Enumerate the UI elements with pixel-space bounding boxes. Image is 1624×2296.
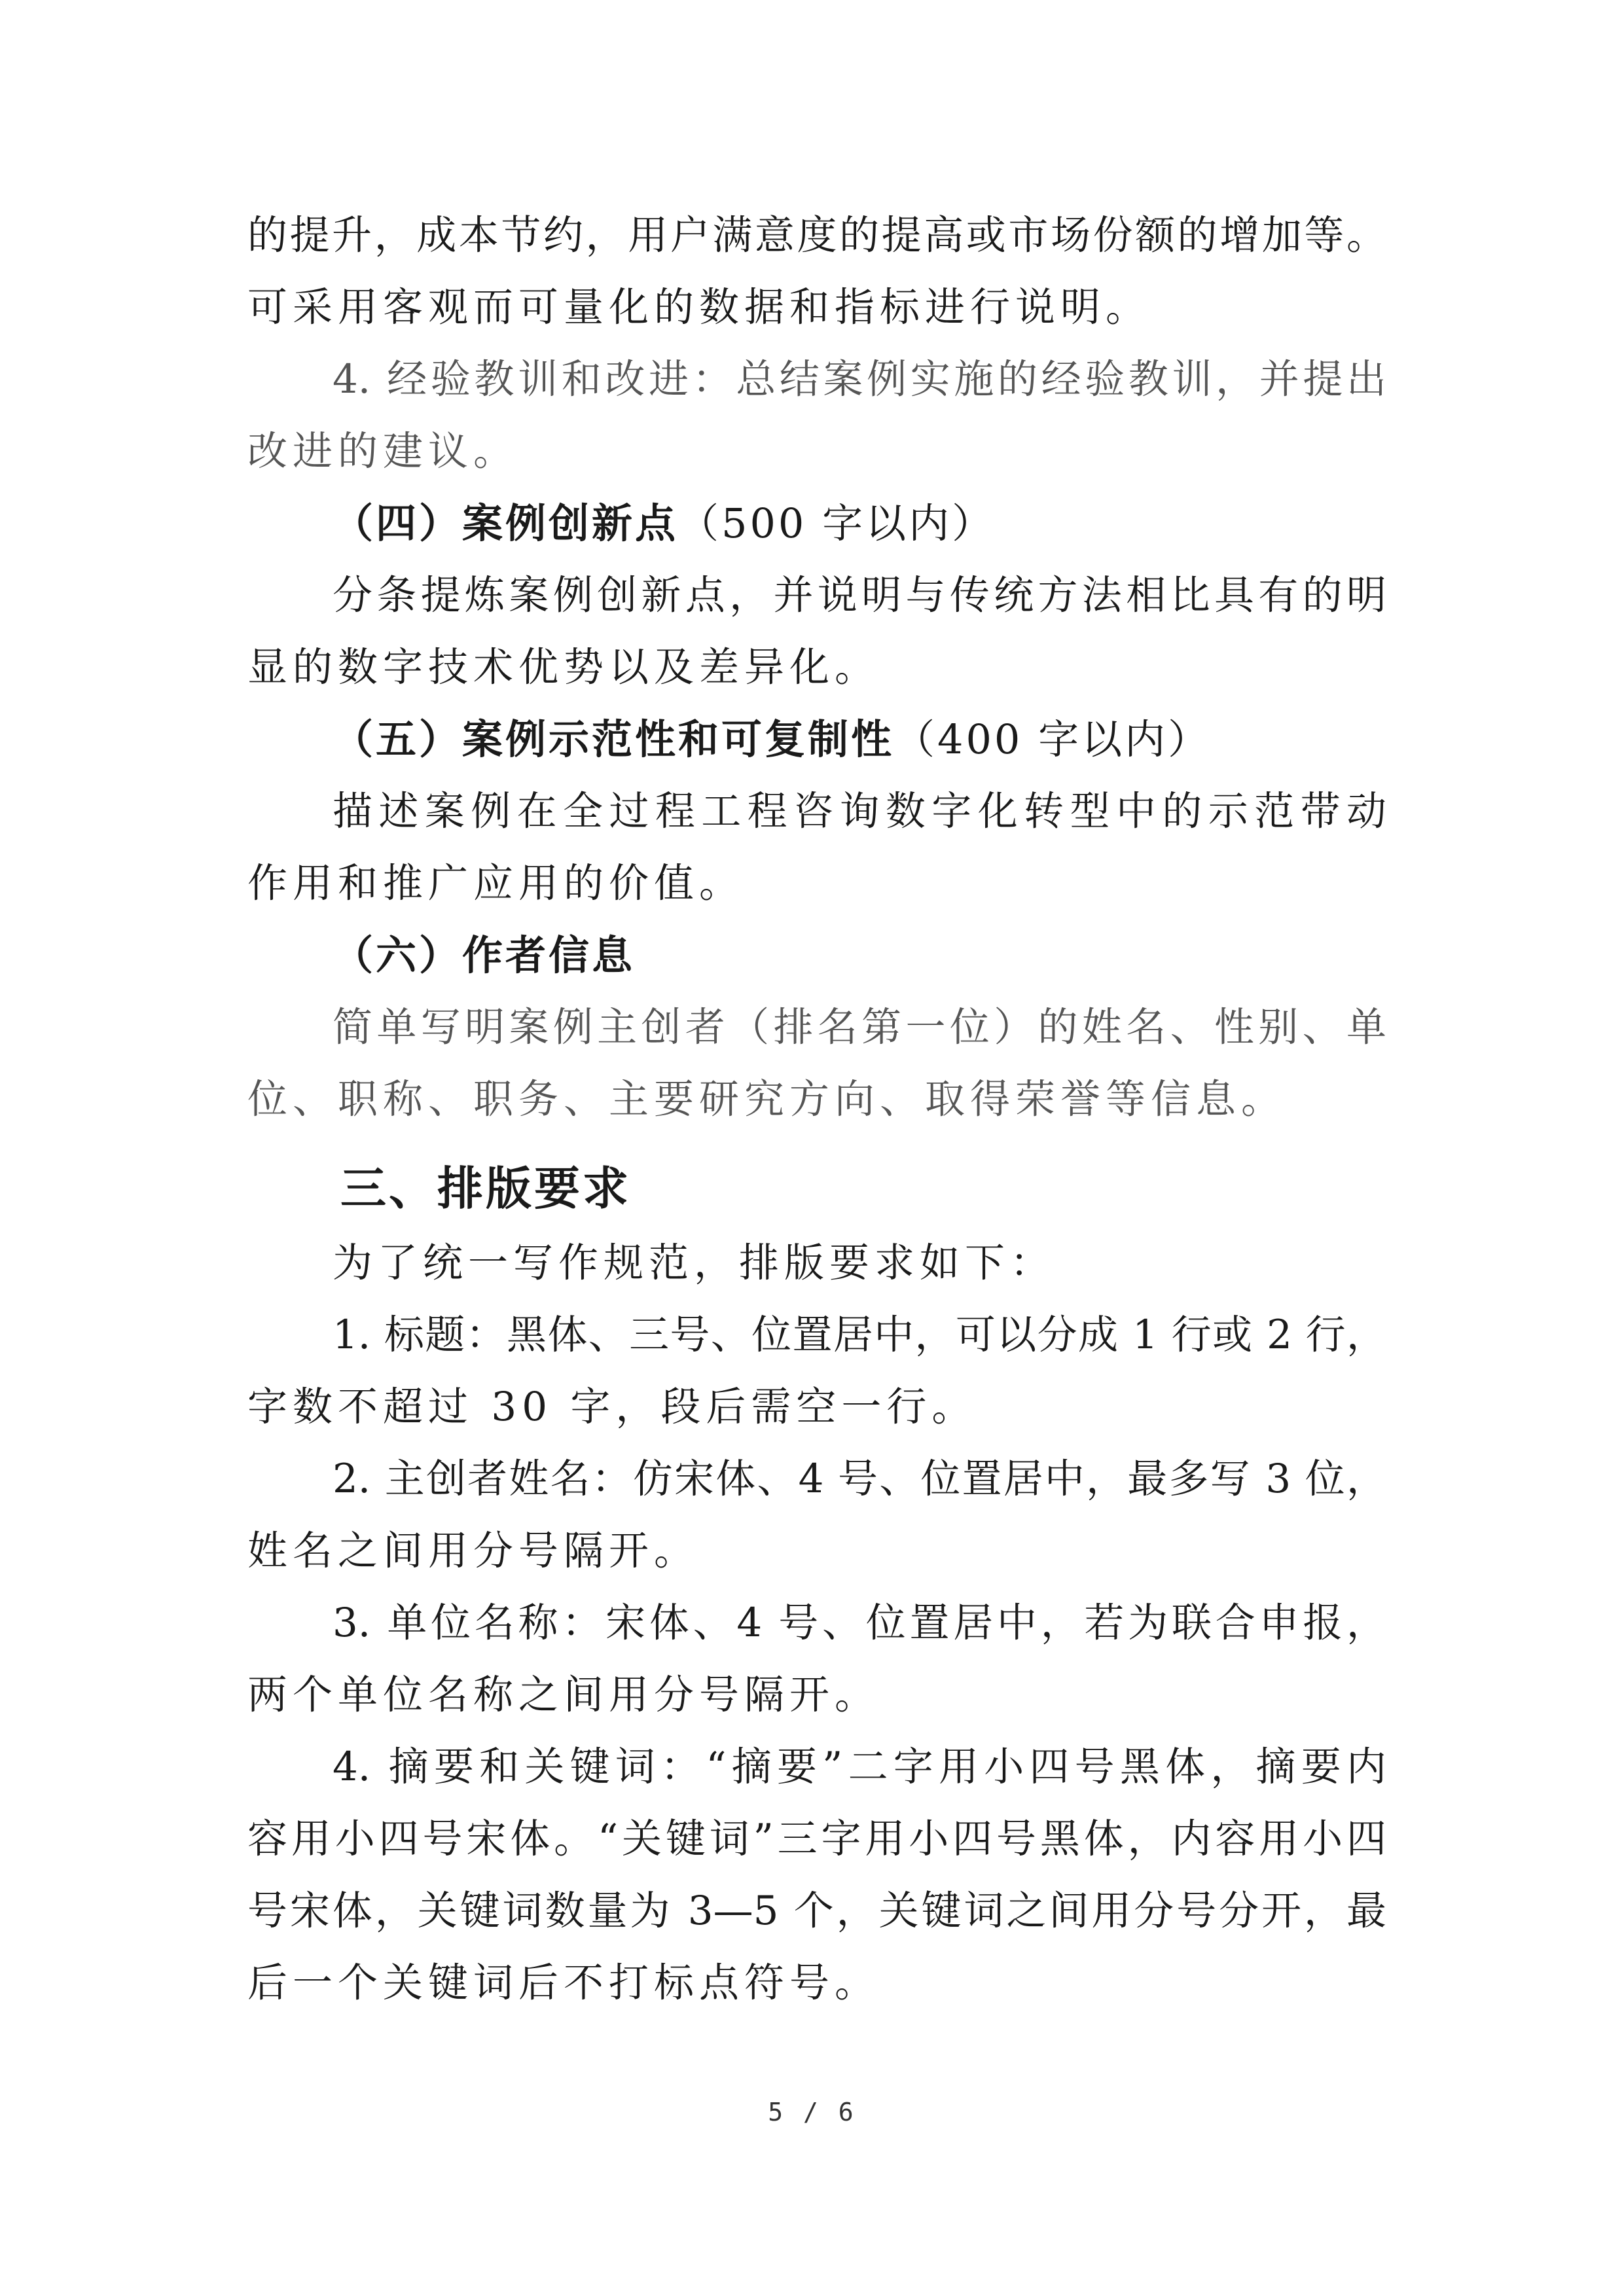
paragraph-line: 分条提炼案例创新点，并说明与传统方法相比具有的明 (333, 572, 1386, 619)
paragraph-line: 容用小四号宋体。“关键词”三字用小四号黑体，内容用小四 (247, 1816, 1386, 1862)
word-limit-note: （400 字以内） (894, 715, 1212, 763)
paragraph-line: 4. 摘要和关键词：“摘要”二字用小四号黑体，摘要内 (333, 1744, 1386, 1790)
paragraph-line: 作用和推广应用的价值。 (247, 860, 745, 906)
paragraph-line: 为了统一写作规范，排版要求如下： (333, 1240, 1056, 1286)
paragraph-line: 描述案例在全过程工程咨询数字化转型中的示范带动 (333, 788, 1386, 834)
paragraph-line: 姓名之间用分号隔开。 (247, 1528, 700, 1574)
paragraph-line: 2. 主创者姓名：仿宋体、4 号、位置居中，最多写 3 位， (333, 1456, 1386, 1502)
page-counter: 5 / 6 (768, 2098, 856, 2126)
subsection-heading-6: （六）作者信息 (333, 931, 636, 979)
subsection-heading-5 (333, 712, 1386, 767)
subsection-title: （五）案例示范性和可复制性 (333, 715, 895, 763)
paragraph-line: 4. 经验教训和改进：总结案例实施的经验教训，并提出 (333, 356, 1386, 403)
paragraph-line: 后一个关键词后不打标点符号。 (247, 1960, 880, 2006)
paragraph-line: 显的数字技术优势以及差异化。 (247, 644, 880, 691)
paragraph-line: 改进的建议。 (247, 428, 519, 475)
paragraph-line: 3. 单位名称：宋体、4 号、位置居中，若为联合申报， (333, 1600, 1386, 1646)
subsection-title: （四）案例创新点 (333, 499, 679, 547)
paragraph-line: 号宋体，关键词数量为 3—5 个，关键词之间用分号分开，最 (247, 1888, 1386, 1934)
paragraph-line: 两个单位名称之间用分号隔开。 (247, 1672, 880, 1718)
paragraph-line: 字数不超过 30 字，段后需空一行。 (247, 1384, 977, 1430)
section-heading: 三、排版要求 (340, 1162, 631, 1215)
word-limit-note: （500 字以内） (678, 499, 996, 547)
paragraph-line: 1. 标题：黑体、三号、位置居中，可以分成 1 行或 2 行， (333, 1312, 1386, 1358)
paragraph-line: 位、职称、职务、主要研究方向、取得荣誉等信息。 (247, 1076, 1287, 1122)
paragraph-line: 的提升，成本节约，用户满意度的提高或市场份额的增加等。 (247, 212, 1386, 259)
subsection-heading-4 (333, 496, 1386, 551)
paragraph-line: 简单写明案例主创者（排名第一位）的姓名、性别、单 (333, 1004, 1386, 1050)
paragraph-line: 可采用客观而可量化的数据和指标进行说明。 (247, 284, 1151, 331)
